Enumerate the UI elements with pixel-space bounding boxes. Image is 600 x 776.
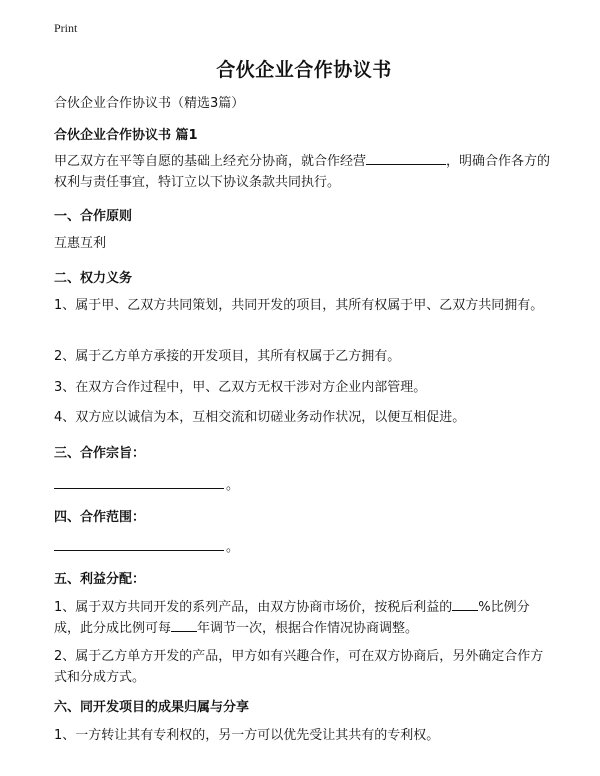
profit-item-1-part-c: 年调节一次，根据合作情况协商调整。 bbox=[197, 621, 419, 636]
profit-years-blank bbox=[171, 618, 197, 632]
profit-percent-blank bbox=[452, 597, 478, 611]
intro-paragraph bbox=[54, 151, 554, 193]
section-heading-purpose: 三、合作宗旨： bbox=[54, 446, 146, 461]
page-title: 合伙企业合作协议书 bbox=[216, 59, 392, 81]
section-heading-ownership: 六、同开发项目的成果归属与分享 bbox=[54, 700, 250, 715]
part-heading: 合伙企业合作协议书 篇1 bbox=[54, 128, 198, 143]
purpose-end-mark: 。 bbox=[226, 478, 240, 493]
print-link[interactable]: Print bbox=[54, 21, 78, 35]
section-heading-scope: 四、合作范围： bbox=[54, 510, 146, 525]
profit-item-1-part-b: %比例分成，此分成比例可每 bbox=[54, 600, 530, 636]
intro-text-before: 甲乙双方在平等自愿的基础上经充分协商，就合作经营 bbox=[54, 154, 367, 169]
scope-end-mark: 。 bbox=[226, 540, 240, 555]
section-heading-principles: 一、合作原则 bbox=[54, 209, 133, 224]
rights-item-3: 3、在双方合作过程中，甲、乙双方无权干涉对方企业内部管理。 bbox=[54, 380, 427, 395]
rights-item-2: 2、属于乙方单方承接的开发项目，其所有权属于乙方拥有。 bbox=[54, 349, 401, 364]
section-heading-profit: 五、利益分配： bbox=[54, 572, 146, 587]
profit-item-2: 2、属于乙方单方开发的产品，甲方如有兴趣合作，可在双方协商后，另外确定合作方式和分成方式。 bbox=[54, 649, 544, 685]
principles-text: 互惠互利 bbox=[54, 236, 107, 251]
intro-text-after: ，明确合作各方的权利与责任事宜，特订立以下协议条款共同执行。 bbox=[54, 154, 551, 190]
profit-item-1 bbox=[54, 597, 554, 639]
section-heading-rights: 二、权力义务 bbox=[54, 271, 133, 286]
rights-item-1: 1、属于甲、乙双方共同策划，共同开发的项目，其所有权属于甲、乙双方共同拥有。 bbox=[54, 298, 544, 313]
ownership-item-1: 1、一方转让其有专利权的，另一方可以优先受让其共有的专利权。 bbox=[54, 728, 440, 743]
rights-item-4: 4、双方应以诚信为本，互相交流和切磋业务动作状况，以便互相促进。 bbox=[54, 410, 466, 425]
scope-blank-line bbox=[54, 550, 224, 551]
profit-item-1-part-a: 1、属于双方共同开发的系列产品，由双方协商市场价，按税后利益的 bbox=[54, 600, 453, 615]
document-subtitle: 合伙企业合作协议书（精选3篇） bbox=[54, 96, 245, 111]
purpose-blank-line bbox=[54, 488, 224, 489]
intro-blank bbox=[366, 151, 446, 165]
